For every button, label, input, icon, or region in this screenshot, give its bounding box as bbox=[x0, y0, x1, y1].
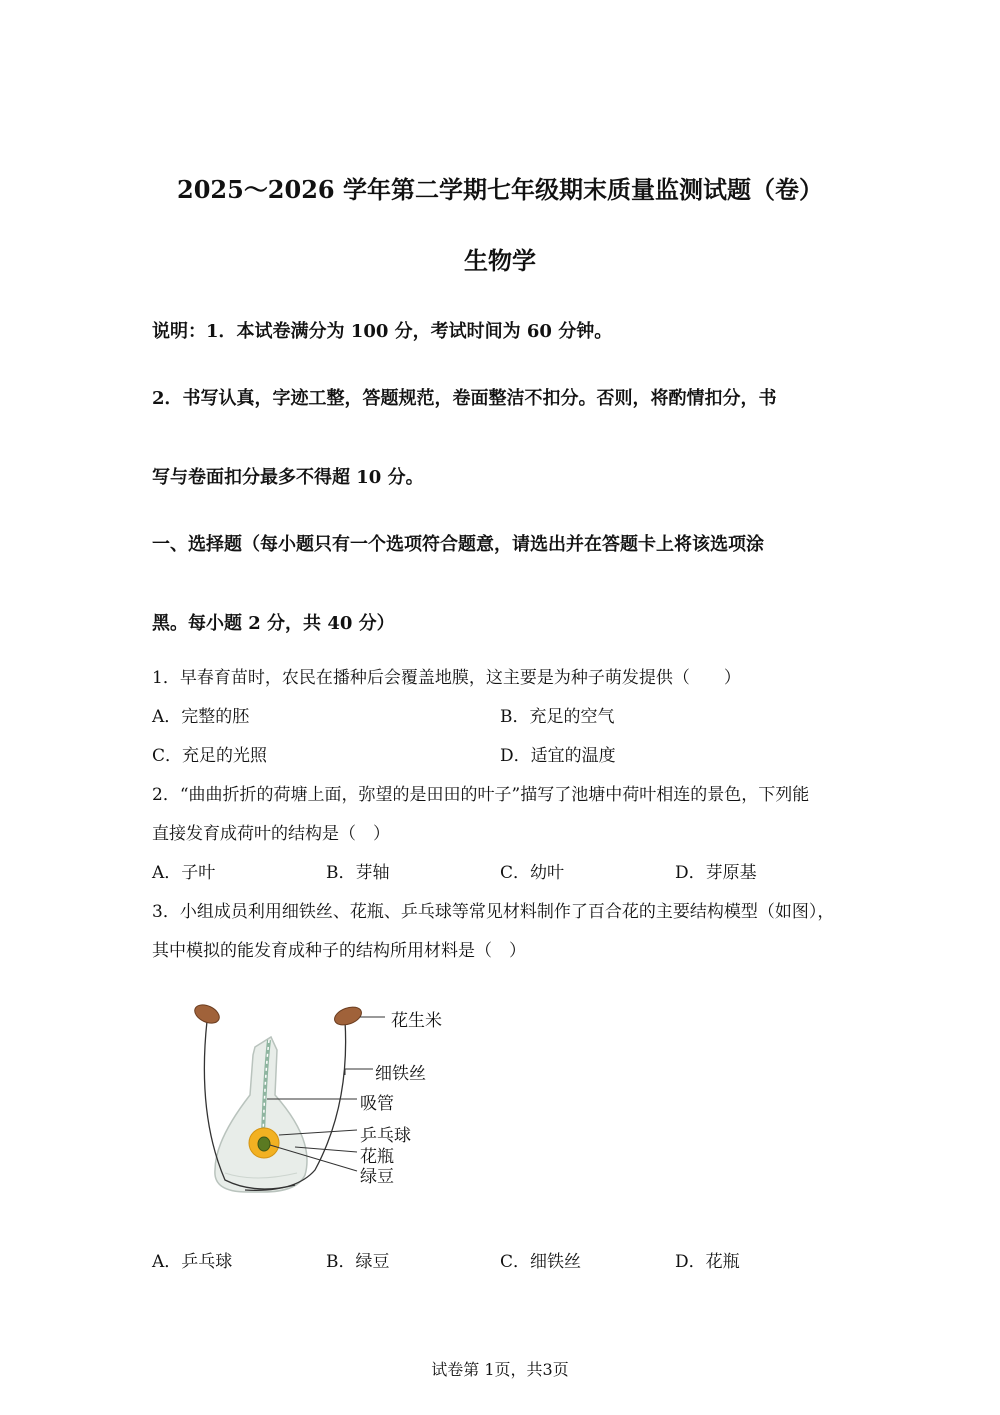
question-3-option-b: B．绿豆 bbox=[326, 1252, 390, 1272]
label-straw: 吸管 bbox=[360, 1094, 394, 1114]
section-heading-line-1: 一、选择题（每小题只有一个选项符合题意，请选出并在答题卡上将该选项涂 bbox=[152, 534, 764, 555]
page-footer: 试卷第 1页，共3页 bbox=[431, 1360, 569, 1379]
instruction-line-3: 写与卷面扣分最多不得超 10 分。 bbox=[152, 467, 424, 488]
label-ping-pong-ball: 乒乓球 bbox=[360, 1126, 411, 1146]
question-3-stem-line-2: 其中模拟的能发育成种子的结构所用材料是（ ） bbox=[152, 941, 526, 961]
question-1-option-b: B．充足的空气 bbox=[500, 707, 615, 727]
question-1-stem: 1．早春育苗时，农民在播种后会覆盖地膜，这主要是为种子萌发提供（ ） bbox=[152, 668, 741, 688]
question-2-option-d: D．芽原基 bbox=[675, 863, 757, 883]
question-1-option-c: C．充足的光照 bbox=[152, 746, 268, 766]
question-3-option-d: D．花瓶 bbox=[675, 1252, 740, 1272]
question-2-stem-line-2: 直接发育成荷叶的结构是（ ） bbox=[152, 824, 390, 844]
question-2-option-b: B．芽轴 bbox=[326, 863, 390, 883]
question-1-option-d: D．适宜的温度 bbox=[500, 746, 616, 766]
question-2-option-c: C．幼叶 bbox=[500, 863, 565, 883]
peanut-right bbox=[332, 1004, 364, 1029]
exam-title: 2025～2026 学年第二学期七年级期末质量监测试题（卷） bbox=[177, 175, 823, 204]
mung-bean bbox=[258, 1137, 270, 1151]
label-fine-wire: 细铁丝 bbox=[375, 1064, 426, 1084]
label-vase: 花瓶 bbox=[360, 1147, 394, 1167]
label-mung-bean: 绿豆 bbox=[360, 1167, 394, 1187]
instruction-line-2: 2．书写认真，字迹工整，答题规范，卷面整洁不扣分。否则，将酌情扣分，书 bbox=[152, 388, 777, 409]
question-2-option-a: A．子叶 bbox=[152, 863, 216, 883]
question-2-stem-line-1: 2．“曲曲折折的荷塘上面，弥望的是田田的叶子”描写了池塘中荷叶相连的景色，下列能 bbox=[152, 785, 810, 805]
label-peanut: 花生米 bbox=[391, 1011, 442, 1031]
lily-model-figure bbox=[185, 995, 475, 1200]
vase-shape bbox=[215, 1037, 307, 1192]
question-3-stem-line-1: 3．小组成员利用细铁丝、花瓶、乒乓球等常见材料制作了百合花的主要结构模型（如图）， bbox=[152, 902, 835, 922]
instruction-line-1: 说明：1．本试卷满分为 100 分，考试时间为 60 分钟。 bbox=[152, 321, 613, 342]
question-1-option-a: A．完整的胚 bbox=[152, 707, 250, 727]
question-3-option-a: A．乒乓球 bbox=[152, 1252, 233, 1272]
peanut-left bbox=[192, 1001, 222, 1026]
question-3-option-c: C．细铁丝 bbox=[500, 1252, 582, 1272]
section-heading-line-2: 黑。每小题 2 分，共 40 分） bbox=[152, 613, 395, 634]
subject-title: 生物学 bbox=[464, 246, 536, 275]
